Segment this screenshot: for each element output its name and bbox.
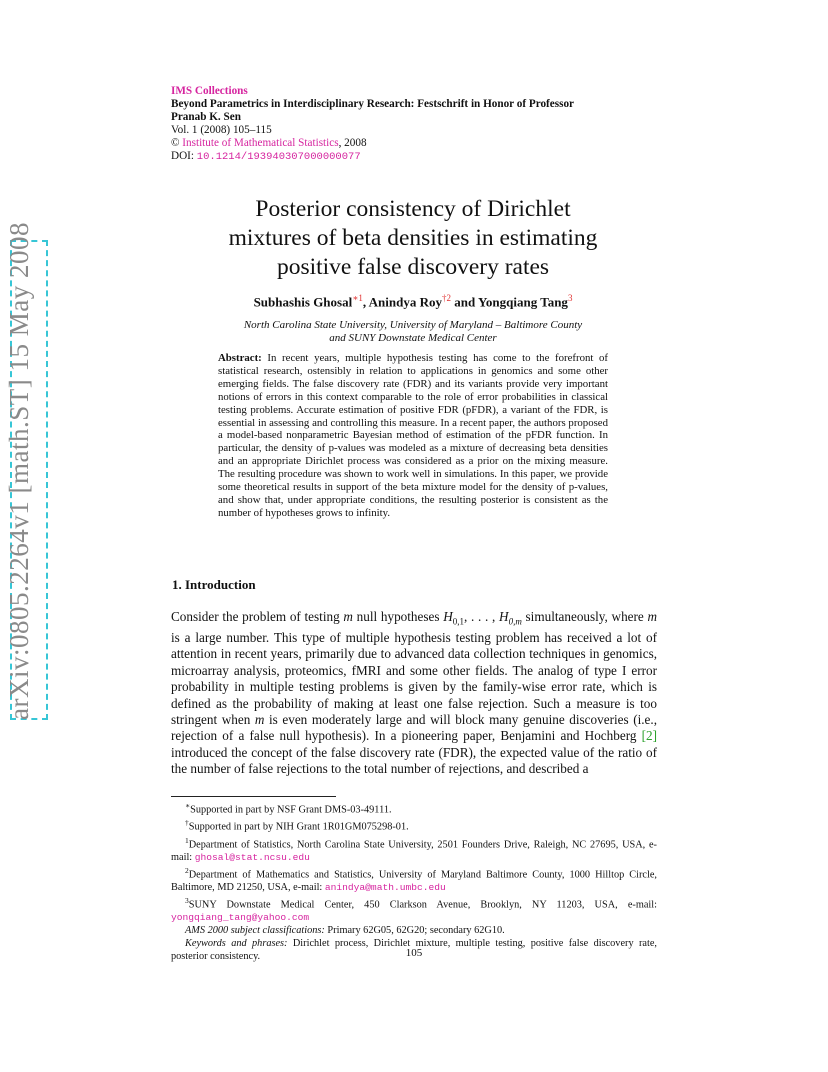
footnotes (171, 800, 657, 964)
copyright-year: , 2008 (338, 137, 367, 149)
footnote-text: Supported in part by NSF Grant DMS-03-49111. (190, 804, 392, 816)
copyright-symbol: © (171, 137, 180, 149)
footnote-nih (171, 817, 657, 834)
author-2: Anindya Roy (368, 294, 442, 310)
author-separator: and (450, 294, 478, 310)
footnote-mark: 1 (185, 835, 189, 845)
math-subscript: 0,m (508, 616, 522, 627)
footnote-mark: 2 (185, 865, 189, 875)
abstract (218, 352, 608, 520)
math-var: H (443, 609, 453, 624)
title-line1: Posterior consistency of Dirichlet (255, 196, 571, 222)
author-list (140, 293, 686, 310)
volume-info: Vol. 1 (2008) 105–115 (171, 124, 272, 136)
footnote-author3 (171, 895, 657, 925)
arxiv-stamp-text[interactable]: arXiv:0805.2264v1 [math.ST] 15 May 2008 (4, 222, 34, 720)
copyright-line (171, 137, 691, 150)
book-title-line2: Pranab K. Sen (171, 111, 241, 123)
footnote-author2 (171, 865, 657, 895)
keywords-label: Keywords and phrases: (185, 938, 288, 950)
math-var: m (343, 609, 353, 624)
ams-label: AMS 2000 subject classifications: (185, 925, 325, 937)
intro-text: introduced the concept of the false discovery rate (FDR), the expected value of the ratio of the number of false rejections to the total number of rejections, and described a (171, 744, 657, 777)
email-link[interactable]: ghosal@stat.ncsu.edu (194, 851, 310, 863)
intro-text: is even moderately large and will block many genuine discoveries (i.e., rejection of a false null hypothesis). In a pioneering paper, Benjamini and Hochberg (171, 712, 657, 744)
doi-link[interactable]: 10.1214/193940307000000077 (196, 151, 361, 163)
page-number: 105 (405, 947, 423, 959)
affiliation-line1: North Carolina State University, University of Maryland – Baltimore County (243, 319, 583, 331)
intro-text: null hypotheses (352, 609, 444, 624)
affiliation-line2: and SUNY Downstate Medical Center (329, 332, 497, 344)
section-heading: 1. Introduction (172, 577, 256, 592)
affiliations (140, 319, 686, 345)
intro-text: simultaneously, where (521, 609, 648, 624)
doi-line (171, 150, 691, 164)
abstract-text: In recent years, multiple hypothesis testing has come to the forefront of statistical research, ostensibly in relation to applications in genomics and some other emerging fields. The false discovery rate (FDR) and its variants provide very important notions of errors in this context comparable to the role of error probabilities in classical testing problems. Accurate estimation of positive FDR (pFDR), a variant of the FDR, is essential in assessing and controlling this measure. In a recent paper, the authors proposed a model-based nonparametric Bayesian method of estimation of the pFDR function. In particular, the density of p-values was modeled as a mixture of decreasing beta densities and an appropriate Dirichlet process was considered as a prior on the mixing measure. The resulting procedure was shown to work well in simulations. In this paper, we provide some theoretical results in support of the beta mixture model for the density of p-values, and show that, under appropriate conditions, the resulting posterior is consistent as the number of hypotheses grows to infinity. (218, 352, 608, 519)
series-name[interactable]: IMS Collections (171, 85, 248, 97)
math-var: m (647, 609, 658, 624)
intro-paragraph (171, 609, 657, 778)
title-line2: mixtures of beta densities in estimating (228, 225, 598, 251)
footnote-nsf (171, 800, 657, 817)
footnote-text: Supported in part by NIH Grant 1R01GM075298-01. (188, 821, 409, 833)
doi-label: DOI: (171, 150, 197, 162)
intro-text: is a large number. This type of multiple hypothesis testing problem has received a lot of attention in recent years, primarily due to advanced data collection techniques in genomics, microarray analysis, proteomics, fMRI and some other fields. The analog of type I error probability in multiple testing problems is given by the family-wise error rate, which is defined as the probability of making at least one false rejection. Such a measure is too stringent when (171, 630, 657, 728)
footnote-text: Department of Mathematics and Statistics, University of Maryland Baltimore County, 1000 Hilltop Circle, Baltimore, MD 21250, USA, e-mail: (171, 869, 657, 894)
intro-text: Consider the problem of testing (171, 609, 344, 624)
email-link[interactable]: anindya@math.umbc.edu (324, 882, 446, 894)
math-var: m (254, 712, 265, 728)
math-subscript: 0,1 (452, 616, 464, 627)
ams-classification (171, 925, 657, 938)
journal-header (171, 85, 691, 164)
author-separator: , (362, 294, 369, 310)
footnote-author1 (171, 835, 657, 865)
ams-text: Primary 62G05, 62G20; secondary 62G10. (324, 925, 505, 937)
keywords-text: Dirichlet process, Dirichlet mixture, multiple testing, positive false discovery rate, posterior consistency. (171, 938, 657, 963)
book-title-line1: Beyond Parametrics in Interdisciplinary Research: Festschrift in Honor of Professor (171, 98, 575, 110)
footnote-rule (171, 796, 336, 797)
footnote-mark: 3 (185, 896, 189, 906)
footnote-text: SUNY Downstate Medical Center, 450 Clarkson Avenue, Brooklyn, NY 11203, USA, e-mail: (188, 899, 657, 911)
abstract-label: Abstract: (218, 352, 262, 364)
title-line3: positive false discovery rates (276, 254, 550, 280)
publisher-link[interactable]: Institute of Mathematical Statistics (182, 137, 339, 149)
footnote-mark: † (185, 818, 189, 828)
math-ellipsis: , . . . , (463, 609, 500, 624)
math-var: H (499, 609, 509, 624)
paper-title (140, 195, 686, 282)
author-2-footnote-link[interactable]: †2 (441, 293, 451, 303)
footnote-text: Department of Statistics, North Carolina State University, 2501 Founders Drive, Raleigh, NC 27695, USA, e-mail: (171, 839, 657, 863)
author-1-footnote-link[interactable]: ∗1 (352, 293, 363, 303)
author-1: Subhashis Ghosal (253, 294, 353, 310)
email-link[interactable]: yongqiang_tang@yahoo.com (171, 912, 310, 924)
author-3: Yongqiang Tang (477, 294, 568, 310)
citation-link[interactable]: [2] (641, 728, 657, 744)
footnote-mark: ∗ (185, 801, 191, 810)
author-3-footnote-link[interactable]: 3 (567, 293, 573, 303)
